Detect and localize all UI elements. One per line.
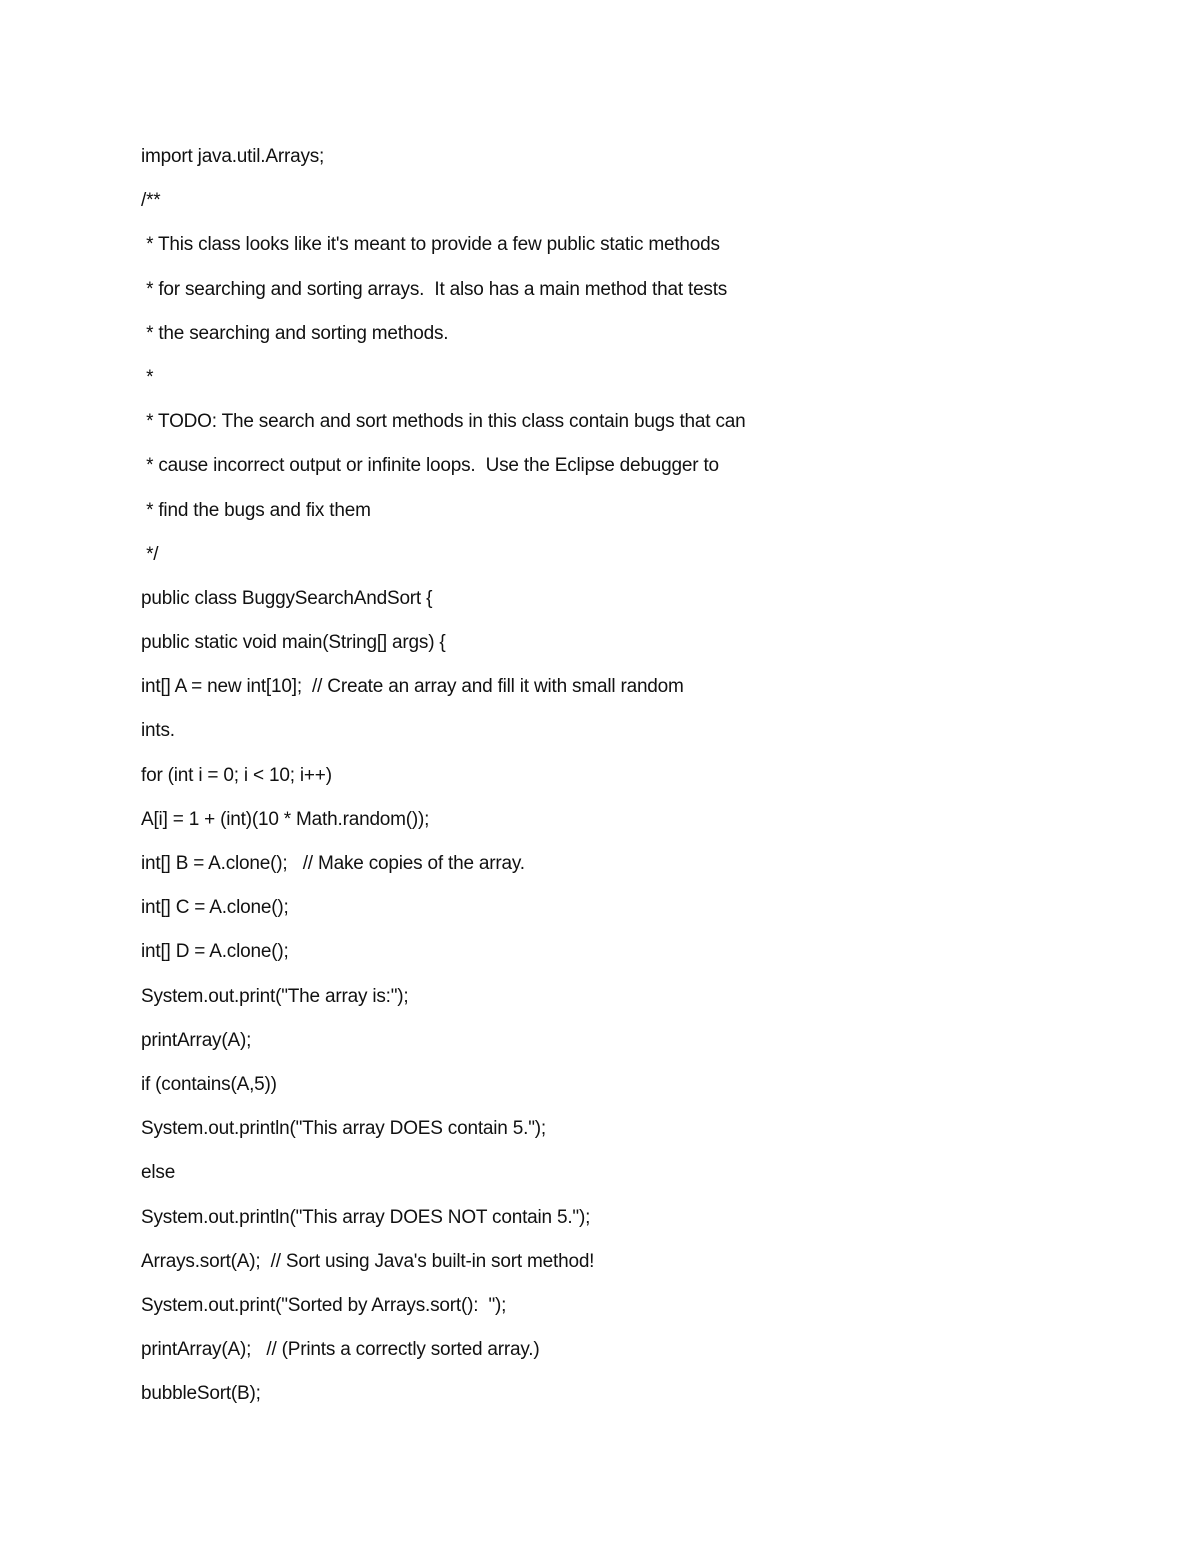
code-line: if (contains(A,5)) bbox=[141, 1073, 277, 1095]
code-line: * This class looks like it's meant to provide a few public static methods bbox=[141, 234, 720, 256]
code-line: A[i] = 1 + (int)(10 * Math.random()); bbox=[141, 808, 430, 830]
code-line: System.out.println("This array DOES contain 5."); bbox=[141, 1118, 546, 1140]
code-line: int[] C = A.clone(); bbox=[141, 897, 289, 919]
code-line: printArray(A); bbox=[141, 1029, 252, 1051]
code-line: * TODO: The search and sort methods in this class contain bugs that can bbox=[141, 411, 746, 433]
code-line: printArray(A); // (Prints a correctly sorted array.) bbox=[141, 1339, 540, 1361]
code-line: ints. bbox=[141, 720, 175, 742]
code-line: /** bbox=[141, 190, 161, 212]
code-line: * bbox=[141, 366, 154, 388]
code-text-block bbox=[141, 142, 1121, 1423]
code-line: int[] B = A.clone(); // Make copies of the array. bbox=[141, 853, 525, 874]
code-line: * find the bugs and fix them bbox=[141, 499, 371, 521]
code-line: bubbleSort(B); bbox=[141, 1383, 261, 1405]
code-line: System.out.print("The array is:"); bbox=[141, 985, 409, 1007]
code-line: * cause incorrect output or infinite loops. Use the Eclipse debugger to bbox=[141, 455, 719, 477]
code-line: int[] D = A.clone(); bbox=[141, 941, 289, 963]
code-line: public static void main(String[] args) { bbox=[141, 632, 446, 654]
code-line: for (int i = 0; i < 10; i++) bbox=[141, 764, 332, 786]
code-line: import java.util.Arrays; bbox=[141, 146, 325, 167]
code-line: System.out.print("Sorted by Arrays.sort(): "); bbox=[141, 1294, 507, 1316]
code-line: public class BuggySearchAndSort { bbox=[141, 587, 433, 609]
code-line: * the searching and sorting methods. bbox=[141, 322, 449, 344]
code-line: Arrays.sort(A); // Sort using Java's built-in sort method! bbox=[141, 1250, 595, 1272]
code-line: int[] A = new int[10]; // Create an array and fill it with small random bbox=[141, 676, 684, 698]
code-line: System.out.println("This array DOES NOT contain 5."); bbox=[141, 1206, 591, 1228]
code-line: * for searching and sorting arrays. It also has a main method that tests bbox=[141, 278, 728, 300]
code-line: else bbox=[141, 1162, 176, 1184]
code-line: */ bbox=[141, 543, 159, 565]
